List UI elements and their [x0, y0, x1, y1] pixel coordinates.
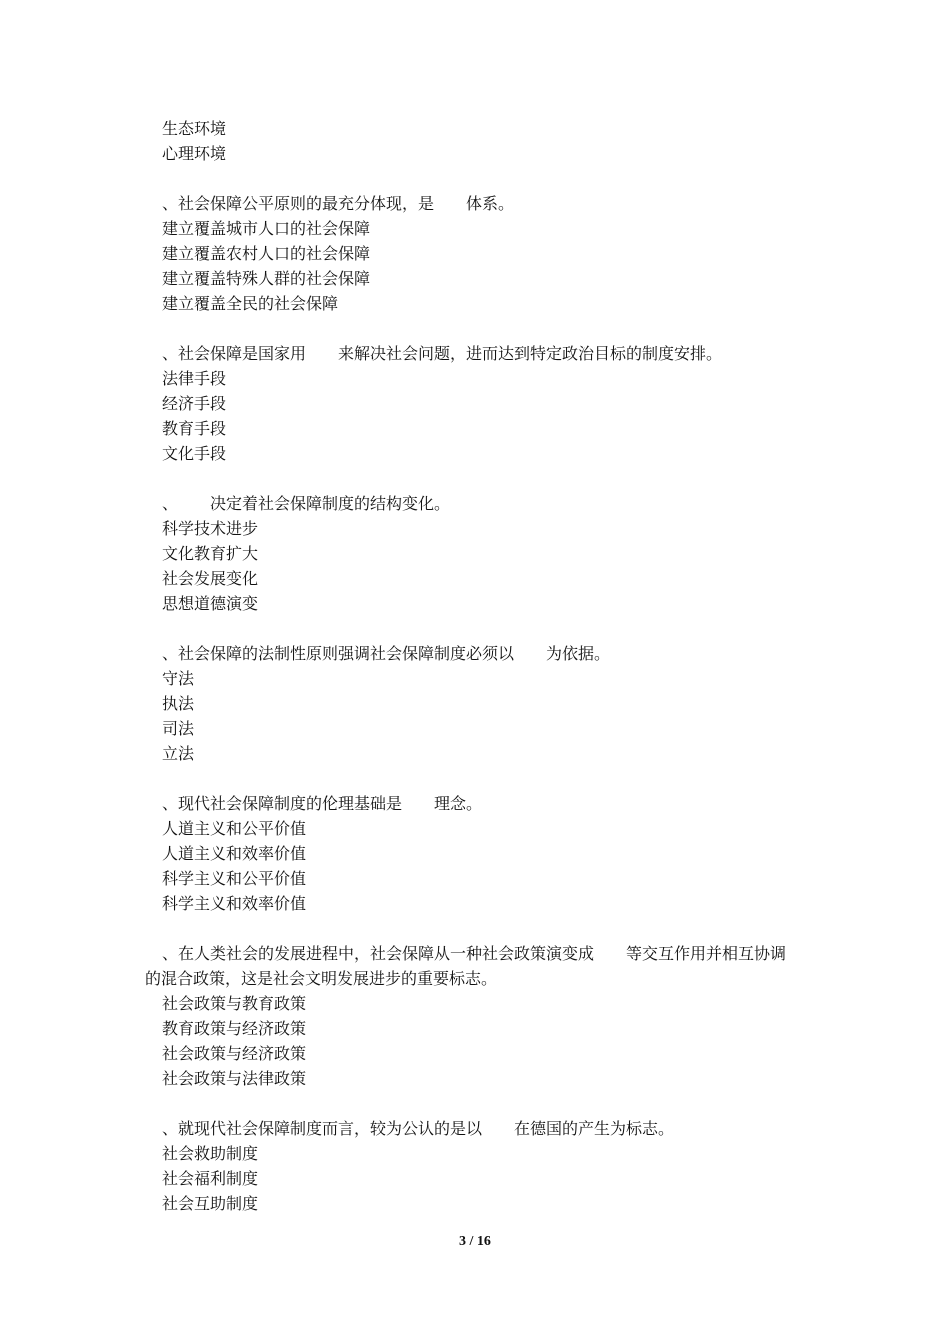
option-line: 科学技术进步 [162, 519, 259, 538]
option-line: 人道主义和效率价值 [162, 844, 307, 863]
question-stem: 、社会保障公平原则的最充分体现，是 体系。 [162, 194, 515, 213]
option-line: 教育政策与经济政策 [162, 1019, 307, 1038]
option-line: 社会政策与教育政策 [162, 994, 307, 1013]
option-line: 守法 [162, 669, 195, 688]
document-content [145, 116, 815, 1216]
spacer [145, 916, 815, 941]
option-line: 社会救助制度 [162, 1144, 259, 1163]
option-line: 建立覆盖农村人口的社会保障 [162, 244, 371, 263]
option-line: 建立覆盖全民的社会保障 [162, 294, 339, 313]
option-line: 执法 [162, 694, 195, 713]
spacer [145, 316, 815, 341]
question-stem: 、在人类社会的发展进程中，社会保障从一种社会政策演变成 等交互作用并相互协调 [162, 944, 787, 963]
option-line: 社会政策与经济政策 [162, 1044, 307, 1063]
option-line: 教育手段 [162, 419, 227, 438]
question-stem: 、就现代社会保障制度而言，较为公认的是以 在德国的产生为标志。 [162, 1119, 675, 1138]
question-stem: 、 决定着社会保障制度的结构变化。 [162, 494, 451, 513]
option-line: 社会互助制度 [162, 1194, 259, 1213]
option-line: 立法 [162, 744, 195, 763]
option-line: 思想道德演变 [162, 594, 259, 613]
option-line: 文化手段 [162, 444, 227, 463]
option-line: 心理环境 [162, 144, 227, 163]
option-line: 社会政策与法律政策 [162, 1069, 307, 1088]
option-line: 建立覆盖特殊人群的社会保障 [162, 269, 371, 288]
page-number: 3 / 16 [459, 1234, 491, 1249]
question-stem: 、现代社会保障制度的伦理基础是 理念。 [162, 794, 483, 813]
spacer [145, 1091, 815, 1116]
question-stem-continuation: 的混合政策，这是社会文明发展进步的重要标志。 [145, 969, 498, 988]
option-line: 司法 [162, 719, 195, 738]
option-line: 生态环境 [162, 119, 227, 138]
option-line: 科学主义和公平价值 [162, 869, 307, 888]
question-stem: 、社会保障是国家用 来解决社会问题，进而达到特定政治目标的制度安排。 [162, 344, 723, 363]
spacer [145, 616, 815, 641]
spacer [145, 466, 815, 491]
question-stem: 、社会保障的法制性原则强调社会保障制度必须以 为依据。 [162, 644, 611, 663]
option-line: 经济手段 [162, 394, 227, 413]
spacer [145, 766, 815, 791]
option-line: 人道主义和公平价值 [162, 819, 307, 838]
option-line: 文化教育扩大 [162, 544, 259, 563]
option-line: 社会福利制度 [162, 1169, 259, 1188]
option-line: 建立覆盖城市人口的社会保障 [162, 219, 371, 238]
option-line: 法律手段 [162, 369, 227, 388]
spacer [145, 166, 815, 191]
option-line: 科学主义和效率价值 [162, 894, 307, 913]
option-line: 社会发展变化 [162, 569, 259, 588]
